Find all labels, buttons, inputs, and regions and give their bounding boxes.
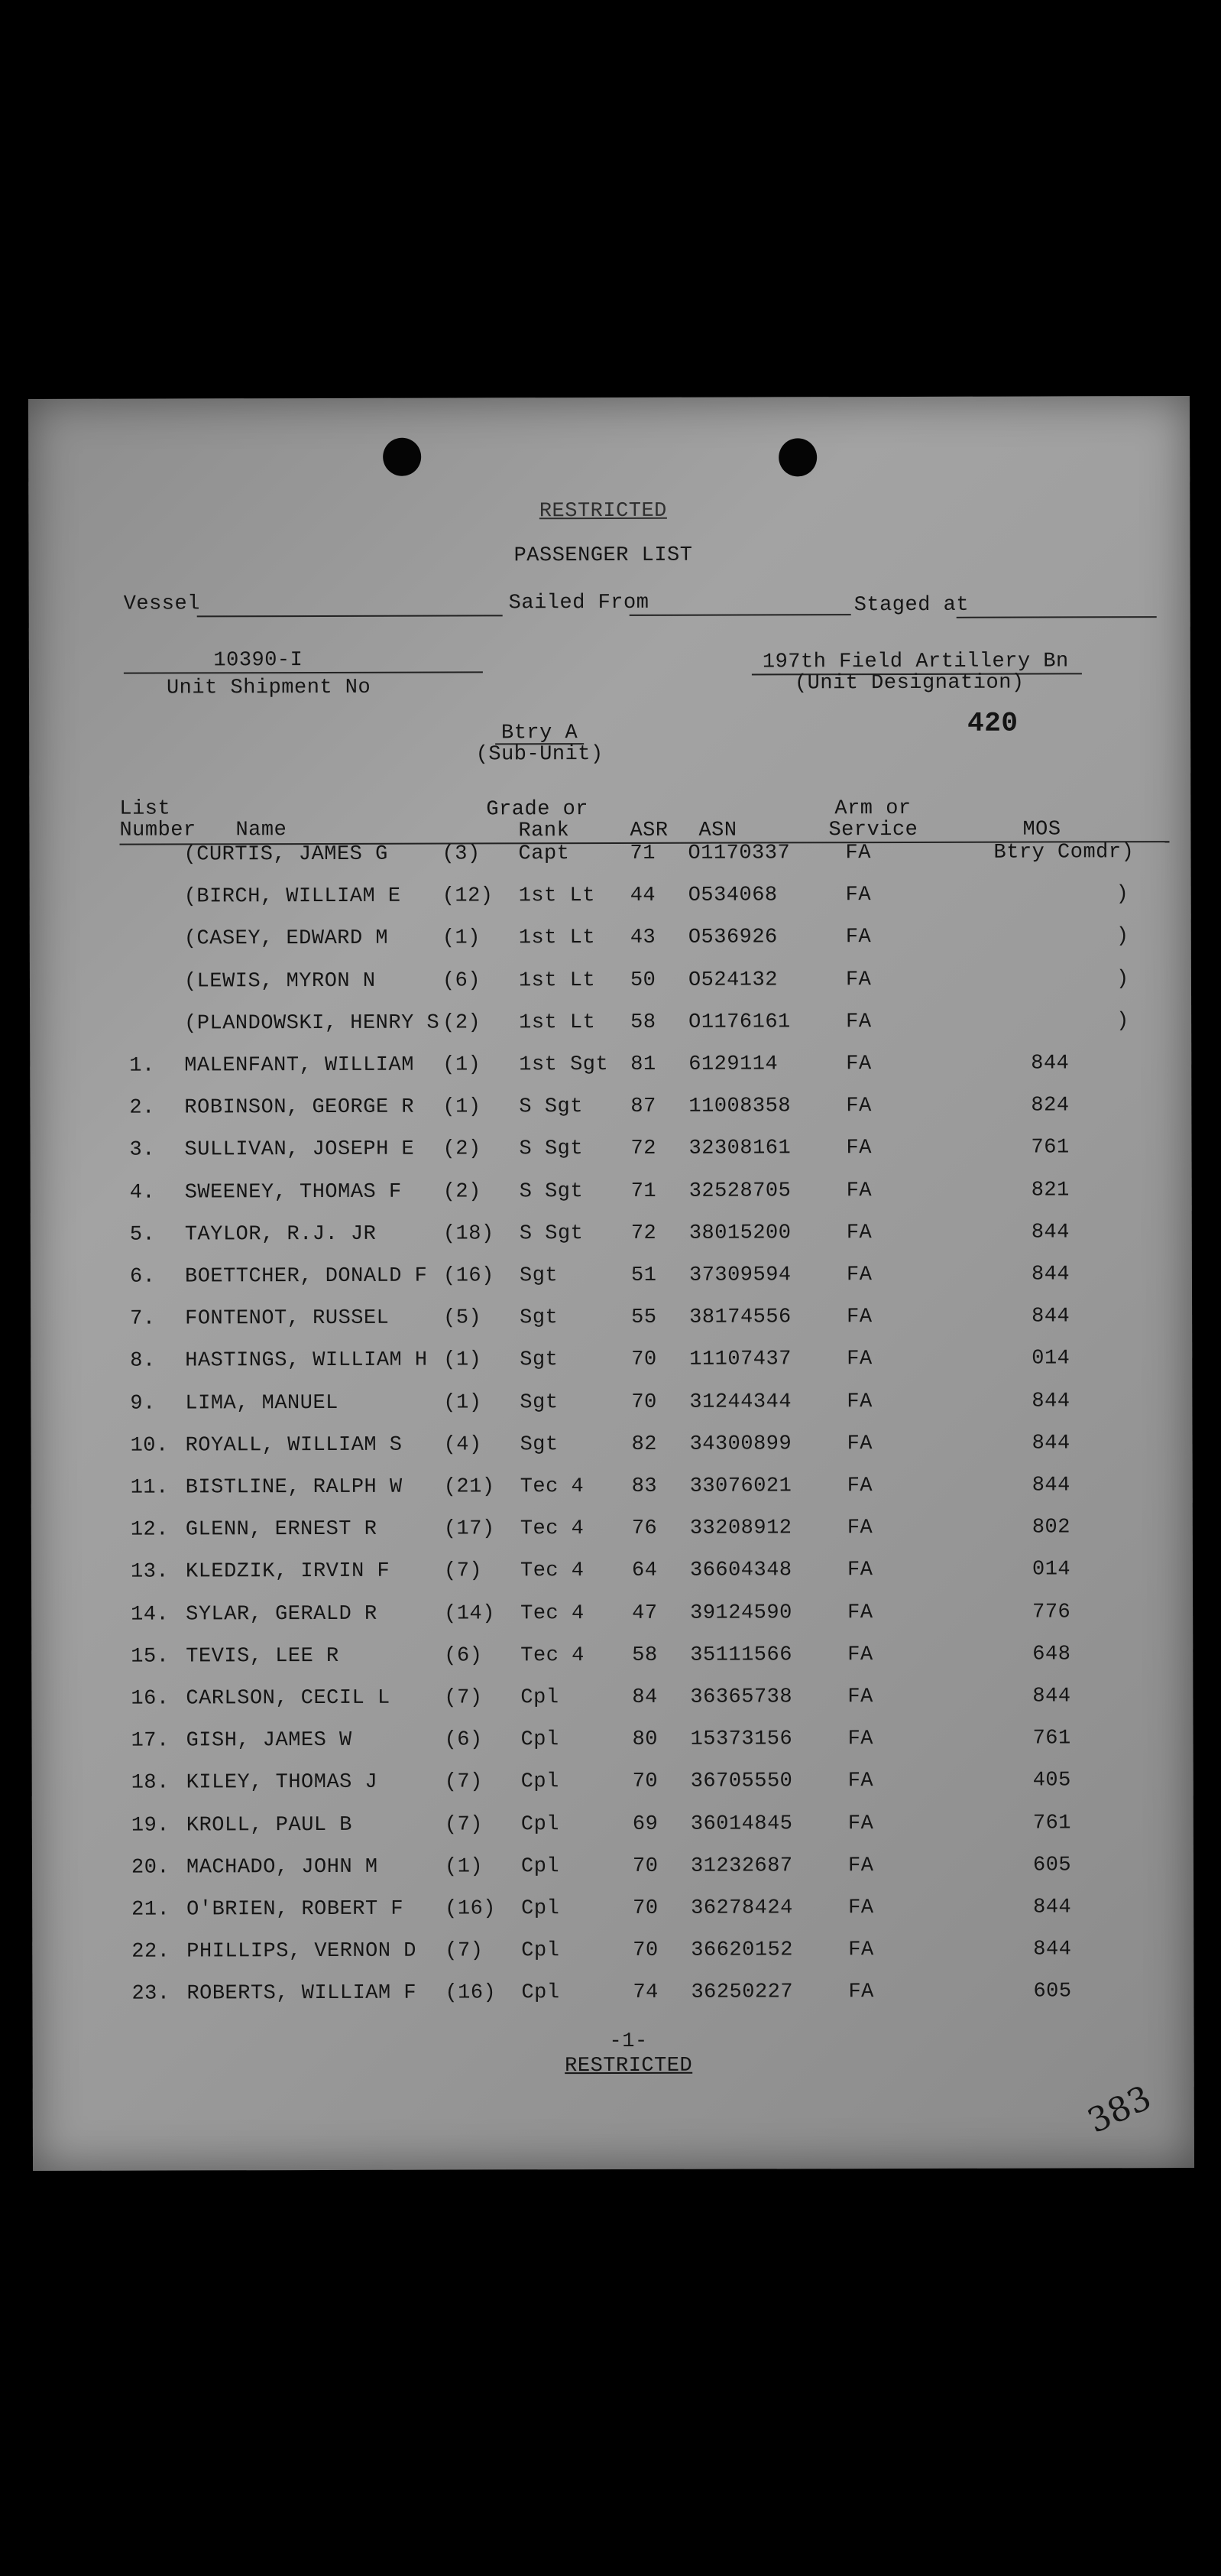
staged-at-line bbox=[957, 616, 1157, 618]
cell-code: (7) bbox=[444, 1686, 483, 1710]
cell-code: (18) bbox=[442, 1222, 494, 1246]
cell-asr: 51 bbox=[630, 1264, 657, 1287]
sub-unit-label: (Sub-Unit) bbox=[475, 743, 604, 767]
cell-grade: Capt bbox=[518, 842, 570, 866]
cell-arm: FA bbox=[847, 1770, 874, 1793]
cell-name: CARLSON, CECIL L bbox=[186, 1686, 390, 1711]
cell-name: ROBERTS, WILLIAM F bbox=[186, 1981, 417, 2006]
cell-arm: FA bbox=[847, 1390, 873, 1414]
vessel-line bbox=[197, 615, 503, 617]
cell-asn: 36705550 bbox=[690, 1770, 793, 1793]
cell-grade: S Sgt bbox=[519, 1222, 584, 1246]
cell-mos: ) bbox=[1116, 883, 1129, 907]
cell-asr: 44 bbox=[630, 884, 656, 907]
column-header-mos: MOS bbox=[1022, 818, 1061, 842]
cell-grade: Sgt bbox=[520, 1433, 559, 1457]
cell-arm: FA bbox=[846, 1137, 872, 1160]
cell-grade: Sgt bbox=[520, 1391, 559, 1415]
cell-name: (BIRCH, WILLIAM E bbox=[183, 884, 401, 909]
cell-code: (2) bbox=[442, 1011, 481, 1035]
cell-arm: FA bbox=[847, 1601, 873, 1625]
cell-code: (4) bbox=[443, 1433, 482, 1457]
cell-asr: 76 bbox=[631, 1517, 658, 1540]
cell-asr: 43 bbox=[630, 926, 656, 949]
cell-mos: 014 bbox=[1032, 1558, 1071, 1582]
cell-arm: FA bbox=[848, 1938, 874, 1962]
cell-name: KLEDZIK, IRVIN F bbox=[185, 1559, 390, 1584]
cell-arm: FA bbox=[847, 1348, 873, 1371]
cell-no: 4. bbox=[129, 1181, 156, 1205]
cell-mos: 761 bbox=[1032, 1727, 1071, 1750]
column-header-asn: ASN bbox=[698, 819, 737, 842]
cell-mos: ) bbox=[1116, 925, 1129, 949]
column-header-arm-1: Arm or bbox=[834, 796, 912, 821]
cell-arm: FA bbox=[846, 1053, 872, 1076]
cell-mos: 844 bbox=[1032, 1390, 1070, 1413]
cell-code: (21) bbox=[443, 1475, 495, 1499]
cell-mos: 844 bbox=[1032, 1432, 1070, 1455]
cell-grade: Tec 4 bbox=[520, 1517, 585, 1541]
cell-code: (1) bbox=[442, 926, 481, 950]
cell-arm: FA bbox=[847, 1559, 873, 1582]
cell-no: 11. bbox=[130, 1476, 169, 1500]
cell-asn: 35111566 bbox=[690, 1643, 792, 1667]
cell-no: 12. bbox=[130, 1518, 169, 1542]
cell-grade: 1st Lt bbox=[518, 969, 596, 993]
cell-asr: 72 bbox=[630, 1137, 656, 1160]
cell-no: 2. bbox=[129, 1096, 155, 1120]
cell-name: SULLIVAN, JOSEPH E bbox=[184, 1137, 415, 1162]
cell-grade: Sgt bbox=[520, 1306, 559, 1330]
cell-no: 5. bbox=[129, 1223, 156, 1247]
cell-asr: 80 bbox=[632, 1728, 659, 1751]
cell-code: (7) bbox=[443, 1559, 483, 1583]
cell-name: TEVIS, LEE R bbox=[186, 1644, 339, 1669]
cell-code: (16) bbox=[442, 1264, 494, 1288]
cell-arm: FA bbox=[847, 1728, 874, 1751]
cell-asn: 39124590 bbox=[690, 1601, 792, 1625]
vessel-label: Vessel bbox=[123, 592, 200, 616]
cell-grade: 1st Lt bbox=[518, 884, 595, 908]
cell-mos: 824 bbox=[1031, 1094, 1070, 1118]
cell-mos: 844 bbox=[1032, 1305, 1070, 1329]
cell-name: BISTLINE, RALPH W bbox=[185, 1475, 403, 1500]
cell-asr: 70 bbox=[632, 1854, 659, 1878]
cell-arm: FA bbox=[848, 1981, 874, 2004]
cell-grade: Tec 4 bbox=[520, 1644, 585, 1668]
cell-no: 17. bbox=[131, 1729, 170, 1753]
cell-code: (5) bbox=[443, 1306, 482, 1330]
cell-asr: 58 bbox=[630, 1011, 656, 1034]
cell-name: MACHADO, JOHN M bbox=[186, 1855, 378, 1880]
cell-mos: 844 bbox=[1031, 1052, 1070, 1075]
cell-asr: 87 bbox=[630, 1095, 656, 1118]
column-header-grade-2: Rank bbox=[518, 819, 570, 843]
cell-asn: 32308161 bbox=[688, 1137, 792, 1160]
unit-designation-label: (Unit Designation) bbox=[794, 671, 1025, 696]
document-title: PASSENGER LIST bbox=[513, 543, 693, 568]
passenger-list-sheet bbox=[28, 396, 1194, 2171]
cell-name: LIMA, MANUEL bbox=[185, 1391, 338, 1416]
cell-grade: Tec 4 bbox=[520, 1602, 585, 1626]
cell-no: 10. bbox=[130, 1434, 169, 1458]
punch-hole-left bbox=[383, 438, 421, 476]
cell-asn: 11008358 bbox=[688, 1095, 792, 1118]
cell-asr: 55 bbox=[631, 1306, 657, 1329]
cell-asr: 82 bbox=[631, 1432, 657, 1456]
cell-grade: Tec 4 bbox=[520, 1475, 585, 1499]
cell-asn: O1170337 bbox=[688, 842, 791, 865]
cell-grade: Sgt bbox=[519, 1264, 559, 1288]
cell-arm: FA bbox=[846, 1264, 873, 1287]
cell-arm: FA bbox=[847, 1306, 873, 1329]
cell-mos: 844 bbox=[1033, 1938, 1072, 1961]
cell-no: 3. bbox=[129, 1138, 155, 1162]
cell-mos: 844 bbox=[1031, 1263, 1070, 1286]
cell-code: (6) bbox=[444, 1644, 483, 1668]
cell-name: (CURTIS, JAMES G bbox=[183, 842, 388, 867]
cell-code: (3) bbox=[442, 842, 481, 866]
cell-mos: 405 bbox=[1032, 1769, 1071, 1792]
cell-asn: O534068 bbox=[688, 884, 778, 907]
cell-name: SYLAR, GERALD R bbox=[186, 1602, 377, 1627]
cell-asn: 31232687 bbox=[690, 1854, 793, 1878]
cell-mos: 605 bbox=[1033, 1980, 1072, 2003]
cell-name: (CASEY, EDWARD M bbox=[183, 926, 389, 951]
column-header-grade-1: Grade or bbox=[486, 798, 589, 822]
cell-arm: FA bbox=[845, 968, 872, 992]
cell-no: 21. bbox=[131, 1898, 170, 1922]
cell-no: 15. bbox=[131, 1645, 170, 1669]
punch-hole-right bbox=[779, 438, 817, 476]
cell-no: 18. bbox=[131, 1771, 170, 1795]
cell-no: 16. bbox=[131, 1687, 170, 1711]
cell-mos: 776 bbox=[1032, 1601, 1071, 1624]
cell-grade: Sgt bbox=[520, 1348, 559, 1372]
cell-arm: FA bbox=[846, 1221, 873, 1245]
cell-grade: S Sgt bbox=[519, 1095, 583, 1119]
cell-grade: 1st Lt bbox=[519, 1011, 596, 1035]
cell-asr: 84 bbox=[632, 1685, 658, 1709]
cell-code: (1) bbox=[442, 1095, 481, 1119]
cell-code: (12) bbox=[442, 884, 494, 908]
column-header-list-2: Number bbox=[119, 819, 196, 842]
cell-mos: 648 bbox=[1032, 1643, 1071, 1666]
cell-grade: 1st Lt bbox=[518, 926, 596, 950]
cell-arm: FA bbox=[847, 1812, 874, 1836]
cell-asn: 34300899 bbox=[689, 1432, 792, 1456]
cell-arm: FA bbox=[846, 1179, 873, 1203]
cell-name: BOETTCHER, DONALD F bbox=[184, 1264, 428, 1289]
cell-code: (1) bbox=[443, 1348, 482, 1372]
cell-arm: FA bbox=[847, 1432, 873, 1456]
cell-no: 6. bbox=[129, 1265, 156, 1289]
cell-no: 9. bbox=[130, 1392, 156, 1416]
cell-grade: Cpl bbox=[520, 1770, 559, 1794]
cell-code: (7) bbox=[444, 1813, 484, 1837]
cell-asn: 31244344 bbox=[689, 1390, 792, 1414]
cell-mos: 844 bbox=[1033, 1896, 1072, 1919]
cell-code: (7) bbox=[444, 1770, 483, 1794]
cell-mos: Btry Comdr) bbox=[993, 841, 1135, 865]
cell-asn: O1176161 bbox=[688, 1011, 791, 1034]
column-header-arm-2: Service bbox=[828, 818, 918, 842]
cell-name: SWEENEY, THOMAS F bbox=[184, 1180, 402, 1205]
cell-asr: 83 bbox=[631, 1475, 658, 1498]
cell-mos: 844 bbox=[1032, 1474, 1070, 1497]
cell-mos: 844 bbox=[1031, 1221, 1070, 1244]
cell-arm: FA bbox=[846, 1011, 872, 1034]
unit-designation: 197th Field Artillery Bn bbox=[762, 650, 1069, 674]
cell-asn: 36365738 bbox=[690, 1685, 793, 1709]
cell-no: 8. bbox=[130, 1349, 156, 1373]
cell-grade: Cpl bbox=[520, 1686, 559, 1710]
cell-asr: 58 bbox=[632, 1643, 658, 1667]
cell-grade: Tec 4 bbox=[520, 1559, 585, 1583]
cell-asr: 50 bbox=[630, 968, 656, 992]
handwritten-page-number: 383 bbox=[1081, 2078, 1158, 2142]
cell-asr: 70 bbox=[631, 1348, 657, 1371]
cell-name: (LEWIS, MYRON N bbox=[183, 969, 376, 994]
cell-grade: Cpl bbox=[520, 1728, 559, 1752]
cell-name: O'BRIEN, ROBERT F bbox=[186, 1897, 404, 1922]
cell-asn: 11107437 bbox=[689, 1348, 792, 1371]
staged-at-label: Staged at bbox=[853, 593, 970, 618]
cell-no: 7. bbox=[130, 1307, 156, 1331]
cell-asr: 70 bbox=[633, 1938, 659, 1962]
cell-arm: FA bbox=[845, 842, 871, 865]
sailed-from-label: Sailed From bbox=[508, 591, 649, 615]
cell-grade: Cpl bbox=[521, 1897, 560, 1921]
cell-arm: FA bbox=[847, 1643, 873, 1667]
cell-asn: 6129114 bbox=[688, 1053, 779, 1076]
cell-asn: 15373156 bbox=[690, 1728, 793, 1751]
cell-asn: 36278424 bbox=[691, 1896, 793, 1920]
cell-asr: 70 bbox=[633, 1896, 659, 1920]
cell-mos: 802 bbox=[1032, 1516, 1070, 1539]
cell-code: (16) bbox=[445, 1981, 497, 2005]
cell-code: (2) bbox=[442, 1180, 481, 1204]
cell-name: GLENN, ERNEST R bbox=[185, 1517, 377, 1542]
cell-name: ROYALL, WILLIAM S bbox=[185, 1433, 403, 1458]
cell-arm: FA bbox=[847, 1685, 873, 1709]
cell-arm: FA bbox=[848, 1896, 874, 1920]
cell-asn: 38174556 bbox=[689, 1306, 792, 1329]
cell-code: (1) bbox=[442, 1053, 481, 1077]
unit-shipment-number: 10390-I bbox=[213, 649, 303, 673]
cell-grade: Cpl bbox=[520, 1813, 560, 1837]
cell-code: (6) bbox=[442, 969, 481, 993]
cell-code: (6) bbox=[444, 1728, 483, 1752]
cell-no: 23. bbox=[131, 1982, 170, 2006]
cell-mos: 761 bbox=[1031, 1136, 1070, 1160]
restricted-stamp-bottom: RESTRICTED bbox=[565, 2054, 693, 2078]
page-number: -1- bbox=[609, 2029, 648, 2054]
cell-mos: 014 bbox=[1032, 1347, 1070, 1371]
cell-asn: 37309594 bbox=[688, 1264, 792, 1287]
cell-mos: 761 bbox=[1032, 1812, 1072, 1835]
cell-no: 22. bbox=[131, 1940, 170, 1964]
cell-name: MALENFANT, WILLIAM bbox=[184, 1053, 414, 1078]
cell-asr: 81 bbox=[630, 1053, 656, 1076]
cell-mos: ) bbox=[1116, 1010, 1129, 1033]
cell-code: (2) bbox=[442, 1137, 481, 1161]
column-header-list-1: List bbox=[119, 797, 171, 821]
cell-arm: FA bbox=[845, 926, 872, 949]
cell-asr: 70 bbox=[632, 1770, 659, 1793]
cell-asr: 71 bbox=[630, 842, 656, 865]
cell-code: (1) bbox=[443, 1391, 482, 1415]
column-header-asr: ASR bbox=[630, 819, 669, 842]
column-header-name: Name bbox=[235, 819, 287, 842]
cell-asn: O524132 bbox=[688, 968, 778, 992]
cell-no: 20. bbox=[131, 1856, 170, 1880]
cell-name: HASTINGS, WILLIAM H bbox=[185, 1348, 428, 1373]
unit-shipment-line bbox=[124, 671, 483, 673]
cell-name: PHILLIPS, VERNON D bbox=[186, 1939, 416, 1964]
restricted-stamp-top: RESTRICTED bbox=[539, 499, 667, 524]
cell-code: (17) bbox=[443, 1517, 495, 1541]
cell-arm: FA bbox=[846, 1095, 872, 1118]
cell-name: KILEY, THOMAS J bbox=[186, 1770, 378, 1795]
cell-mos: 821 bbox=[1031, 1179, 1070, 1202]
cell-asn: 36250227 bbox=[691, 1981, 794, 2004]
cell-asr: 74 bbox=[633, 1981, 659, 2004]
unit-shipment-label: Unit Shipment No bbox=[166, 676, 371, 700]
cell-code: (16) bbox=[445, 1897, 496, 1921]
sub-unit: Btry A bbox=[500, 722, 578, 745]
cell-grade: S Sgt bbox=[519, 1180, 584, 1204]
cell-asr: 70 bbox=[631, 1390, 657, 1414]
sailed-from-line bbox=[630, 614, 851, 616]
cell-asr: 64 bbox=[631, 1559, 658, 1582]
cell-arm: FA bbox=[847, 1475, 873, 1498]
cell-no: 19. bbox=[131, 1814, 170, 1838]
cell-asn: 36620152 bbox=[691, 1938, 793, 1962]
cell-mos: 605 bbox=[1032, 1854, 1072, 1877]
cell-name: (PLANDOWSKI, HENRY S bbox=[184, 1011, 440, 1036]
cell-name: GISH, JAMES W bbox=[186, 1728, 352, 1753]
cell-no: 14. bbox=[131, 1603, 170, 1627]
cell-mos: ) bbox=[1116, 968, 1129, 991]
cell-no: 13. bbox=[130, 1560, 170, 1584]
cell-asr: 71 bbox=[630, 1179, 657, 1203]
cell-name: KROLL, PAUL B bbox=[186, 1813, 353, 1838]
cell-mos: 844 bbox=[1032, 1685, 1071, 1708]
cell-no: 1. bbox=[129, 1054, 155, 1078]
cell-name: ROBINSON, GEORGE R bbox=[184, 1095, 415, 1120]
cell-asr: 47 bbox=[632, 1601, 658, 1625]
cell-asr: 69 bbox=[632, 1812, 659, 1836]
cell-name: TAYLOR, R.J. JR bbox=[184, 1222, 377, 1247]
cell-asn: O536926 bbox=[688, 926, 778, 949]
cell-grade: S Sgt bbox=[519, 1137, 584, 1161]
cell-asn: 33076021 bbox=[689, 1475, 792, 1498]
cell-code: (14) bbox=[444, 1602, 495, 1626]
cell-grade: 1st Sgt bbox=[519, 1053, 609, 1077]
cell-asn: 36014845 bbox=[690, 1812, 793, 1836]
cell-asr: 72 bbox=[630, 1221, 657, 1245]
cell-asn: 38015200 bbox=[688, 1221, 792, 1245]
cell-asn: 32528705 bbox=[688, 1179, 792, 1203]
cell-grade: Cpl bbox=[521, 1939, 560, 1963]
cell-code: (1) bbox=[444, 1855, 484, 1879]
cell-asn: 33208912 bbox=[689, 1517, 792, 1540]
cell-asn: 36604348 bbox=[689, 1559, 792, 1582]
passenger-count: 420 bbox=[967, 707, 1019, 739]
cell-name: FONTENOT, RUSSEL bbox=[185, 1306, 390, 1331]
cell-code: (7) bbox=[445, 1939, 484, 1963]
cell-arm: FA bbox=[847, 1517, 873, 1540]
cell-grade: Cpl bbox=[520, 1855, 560, 1879]
cell-arm: FA bbox=[845, 884, 872, 907]
cell-arm: FA bbox=[847, 1854, 874, 1878]
cell-grade: Cpl bbox=[521, 1981, 560, 2005]
